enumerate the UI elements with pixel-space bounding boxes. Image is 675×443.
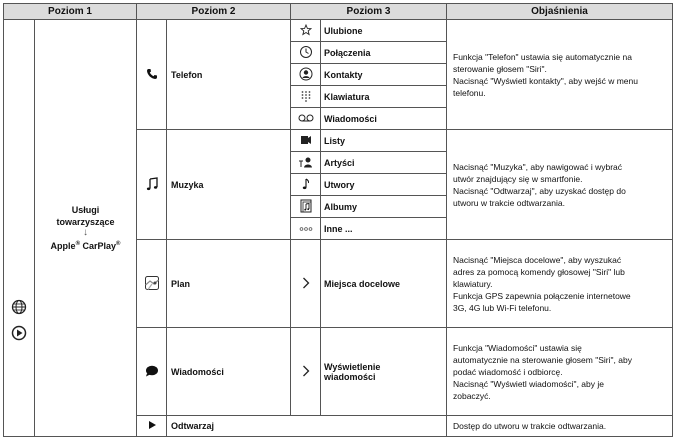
- expl-muzyka: Nacisnąć "Muzyka", aby nawigować i wybrać utwór znajdujący się w smartfonie. Nacisnąć "Odtwarzaj", aby uzyskać dostęp do utworu w trakcie odtwarzania.: [447, 130, 673, 240]
- level2-wiadomosci[interactable]: Wiadomości: [167, 328, 291, 416]
- expl-odtwarzaj: Dostęp do utworu w trakcie odtwarzania.: [447, 416, 673, 437]
- level3-polaczenia[interactable]: Połączenia: [321, 42, 447, 64]
- level3-ulubione[interactable]: Ulubione: [321, 20, 447, 42]
- arrow-down-icon: ↓: [83, 227, 88, 238]
- contact-icon: [291, 64, 321, 86]
- service-title: Usługi towarzyszące: [56, 205, 115, 227]
- map-icon: [137, 240, 167, 328]
- level3-klawiatura[interactable]: Klawiatura: [321, 86, 447, 108]
- play-circle-icon: [11, 325, 27, 341]
- menu-table: [3, 3, 672, 438]
- level3-wiadomosci[interactable]: Wiadomości: [321, 108, 447, 130]
- level3-kontakty[interactable]: Kontakty: [321, 64, 447, 86]
- music-note-icon: [137, 130, 167, 240]
- header-level2: Poziom 2: [137, 4, 291, 20]
- speech-bubble-icon: [137, 328, 167, 416]
- star-icon: [291, 20, 321, 42]
- song-icon: [291, 174, 321, 196]
- level3-wyswietlenie-wiadomosci[interactable]: Wyświetlenie wiadomości: [321, 328, 447, 416]
- level3-listy[interactable]: Listy: [321, 130, 447, 152]
- level3-utwory[interactable]: Utwory: [321, 174, 447, 196]
- level3-miejsca-docelowe[interactable]: Miejsca docelowe: [321, 240, 447, 328]
- more-dots-icon: [291, 218, 321, 240]
- chevron-right-icon: [291, 328, 321, 416]
- voicemail-icon: [291, 108, 321, 130]
- globe-icon: [11, 299, 27, 315]
- expl-telefon: Funkcja "Telefon" ustawia się automatycznie na sterowanie głosem "Siri". Nacisnąć "Wyświetl kontakty", aby wejść w menu telefonu.: [447, 20, 673, 130]
- level2-muzyka[interactable]: Muzyka: [167, 130, 291, 240]
- level3-artysci[interactable]: Artyści: [321, 152, 447, 174]
- level2-telefon[interactable]: Telefon: [167, 20, 291, 130]
- carplay-label: Apple® CarPlay®: [50, 241, 121, 251]
- clock-icon: [291, 42, 321, 64]
- header-level1: Poziom 1: [4, 4, 137, 20]
- artist-icon: [291, 152, 321, 174]
- header-explanations: Objaśnienia: [447, 4, 673, 20]
- keypad-icon: [291, 86, 321, 108]
- level1-icons: [4, 20, 35, 437]
- chevron-right-icon: [291, 240, 321, 328]
- level3-albumy[interactable]: Albumy: [321, 196, 447, 218]
- level1-service: [35, 20, 137, 437]
- level2-plan[interactable]: Plan: [167, 240, 291, 328]
- playlist-icon: [291, 130, 321, 152]
- level3-inne[interactable]: Inne ...: [321, 218, 447, 240]
- expl-plan: Nacisnąć "Miejsca docelowe", aby wyszukać adres za pomocą komendy głosowej "Siri" lub klawiatury. Funkcja GPS zapewnia połączenie internetowe 3G, 4G lub Wi-Fi telefonu.: [447, 240, 673, 328]
- header-level3: Poziom 3: [291, 4, 447, 20]
- expl-wiadomosci: Funkcja "Wiadomości" ustawia się automatycznie na sterowanie głosem "Siri", aby podać wiadomość i odbiorcę. Nacisnąć "Wyświetl wiadomości", aby je zobaczyć.: [447, 328, 673, 416]
- album-icon: [291, 196, 321, 218]
- level2-odtwarzaj[interactable]: Odtwarzaj: [167, 416, 447, 437]
- play-icon: [137, 416, 167, 437]
- phone-icon: [137, 20, 167, 130]
